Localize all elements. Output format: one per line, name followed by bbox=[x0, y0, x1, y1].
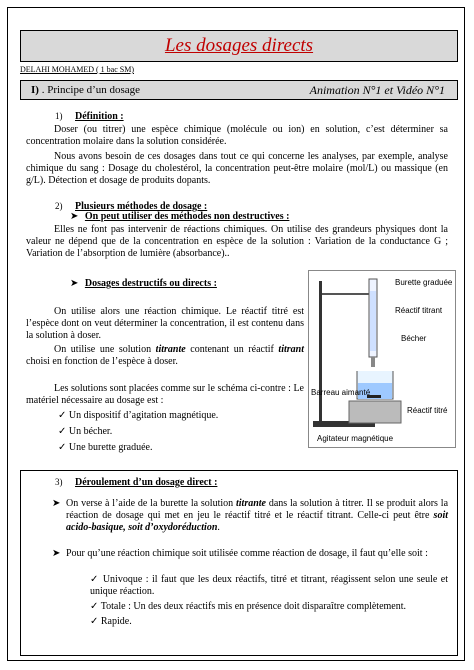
methods-paragraph-2: On utilise alors une réaction chimique. Le réactif titré est l’espèce dont on veut déterminer la concentration, il est contenu dans la solution à doser. bbox=[26, 306, 304, 341]
methods-sub1: On peut utiliser des méthodes non destructives : bbox=[84, 211, 290, 222]
titration-setup-figure bbox=[308, 270, 456, 448]
arrow-bullet-icon: ➤ bbox=[70, 211, 79, 222]
author-line: DELAHI MOHAMED ( 1 bac SM) bbox=[20, 65, 134, 74]
p3-titrante: titrante bbox=[155, 344, 186, 355]
methods-num: 2) bbox=[55, 201, 63, 211]
section1-label: . Principe d’un dosage bbox=[41, 84, 141, 96]
material-list bbox=[58, 408, 218, 456]
methods-sub1-row bbox=[70, 211, 289, 223]
section1-header bbox=[20, 80, 458, 100]
methods-heading: Plusieurs méthodes de dosage : bbox=[75, 201, 208, 212]
list-item: ✓ Une burette graduée. bbox=[58, 442, 153, 453]
definition-paragraph-1: Doser (ou titrer) une espèce chimique (molécule ou ion) en solution, c’est déterminer sa concentration molaire dans la solution considérée. bbox=[26, 124, 448, 147]
definition-num: 1) bbox=[55, 111, 63, 121]
check-icon: ✓ bbox=[90, 601, 99, 612]
methods-paragraph-3 bbox=[26, 344, 304, 368]
check-icon: ✓ bbox=[58, 410, 67, 421]
section1-title bbox=[31, 84, 140, 96]
methods-sub2: Dosages destructifs ou directs : bbox=[84, 278, 217, 289]
arrow-bullet-icon: ➤ bbox=[70, 278, 79, 289]
list-item: ✓ Un bécher. bbox=[58, 426, 113, 437]
list-item: ✓ Univoque : il faut que les deux réactifs, titré et titrant, réagissent selon une seule et unique réaction. bbox=[90, 574, 448, 597]
section3-paragraph-1: On verse à l’aide de la burette la solution titrante dans la solution à titrer. Il se produit alors la réaction de dosage qui met en jeu le réactif titré et le réactif titrant. Celle-ci peut être soit acido-basique, soit d’oxydoréduction. bbox=[66, 498, 449, 533]
conditions-list bbox=[90, 574, 448, 628]
section1-num: I) bbox=[31, 84, 39, 96]
p3-e: choisi en fonction de l’espèce à doser. bbox=[26, 356, 178, 367]
label-titrant: Réactif titrant bbox=[395, 306, 443, 315]
methods-paragraph-1: Elles ne font pas intervenir de réactions chimiques. On utilise des grandeurs physiques dont la valeur ne dépend que de la concentration en espèce de la solution : Variation de la conductance G ; Variation de l’absorption de lumière (absorbance).. bbox=[26, 224, 448, 259]
p3-c: contenant un réactif bbox=[185, 344, 279, 355]
label-becher: Bécher bbox=[401, 334, 427, 343]
list-item: ✓ Un dispositif d’agitation magnétique. bbox=[58, 410, 219, 421]
b1-titrante: titrante bbox=[235, 498, 266, 509]
definition-paragraph-2: Nous avons besoin de ces dosages dans tout ce qui concerne les analyses, par exemple, analyse chimique du sang : Dosage du cholestérol, la concentration peut-être molaire (mol/L) ou massique (en g/L). Détection et dosage de produits dopants. bbox=[26, 151, 448, 186]
check-icon: ✓ bbox=[58, 442, 67, 453]
list-item: ✓ Rapide. bbox=[90, 616, 132, 627]
methods-sub2-row bbox=[70, 278, 217, 290]
titration-apparatus-icon bbox=[309, 271, 455, 447]
check-icon: ✓ bbox=[90, 616, 99, 627]
section3-heading: Déroulement d’un dosage direct : bbox=[75, 477, 218, 488]
list-item: ✓ Totale : Un des deux réactifs mis en présence doit disparaître complètement. bbox=[90, 601, 407, 612]
p3-titrant: titrant bbox=[278, 344, 304, 355]
methods-paragraph-4: Les solutions sont placées comme sur le schéma ci-contre : Le matériel nécessaire au dosage est : bbox=[26, 383, 304, 406]
label-barreau: Barreau aimanté bbox=[311, 388, 371, 397]
page-title: Les dosages directs bbox=[164, 35, 314, 56]
section3-heading-row bbox=[55, 476, 217, 489]
section3-paragraph-2: Pour qu’une réaction chimique soit utilisée comme réaction de dosage, il faut qu’elle soit : bbox=[66, 548, 428, 559]
arrow-bullet-icon: ➤ bbox=[52, 498, 61, 509]
check-icon: ✓ bbox=[58, 426, 67, 437]
check-icon: ✓ bbox=[90, 574, 100, 585]
label-titre: Réactif titré bbox=[407, 406, 448, 415]
definition-heading: Définition : bbox=[75, 111, 124, 122]
arrow-bullet-icon: ➤ bbox=[52, 548, 61, 559]
b1-reaction-types: soit acido-basique, soit d’oxydoréduction bbox=[66, 510, 448, 533]
label-agitateur: Agitateur magnétique bbox=[317, 434, 394, 443]
title-banner bbox=[20, 30, 458, 62]
section3-num: 3) bbox=[55, 477, 63, 487]
animation-label: Animation N°1 et Vidéo N°1 bbox=[309, 83, 445, 97]
definition-heading-row bbox=[55, 110, 124, 123]
p3-a: On utilise une solution bbox=[54, 344, 156, 355]
label-burette: Burette graduée bbox=[395, 278, 453, 287]
